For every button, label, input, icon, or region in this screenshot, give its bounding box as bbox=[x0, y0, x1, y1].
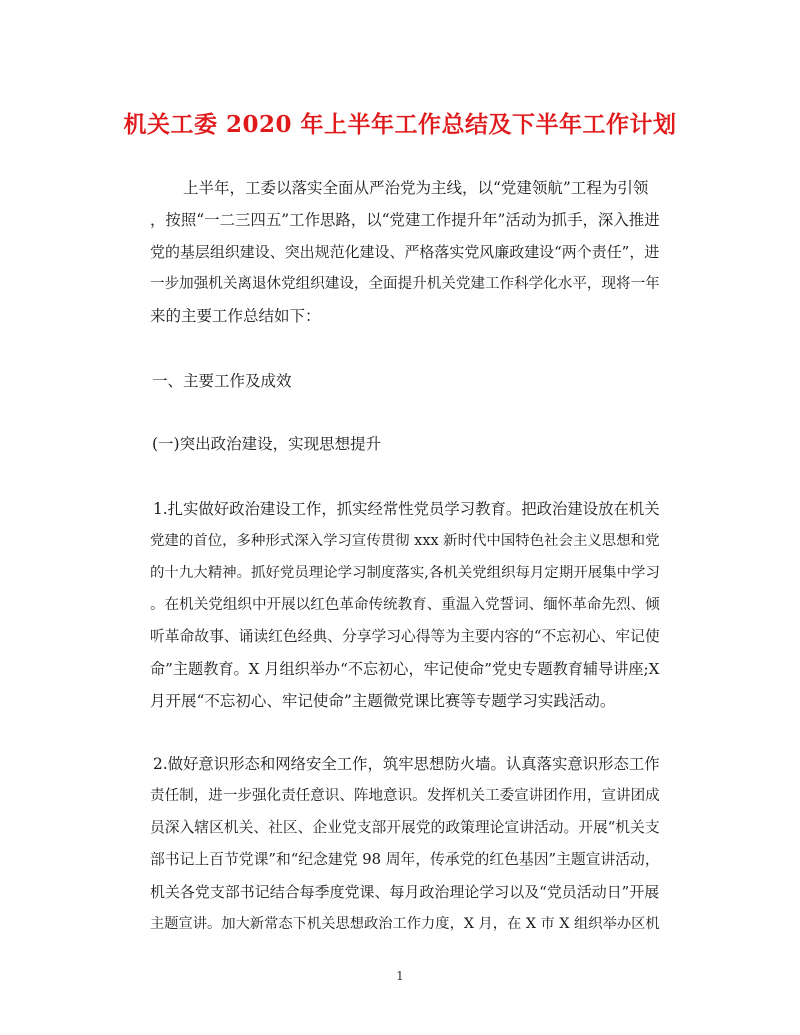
intro-line-2: ，按照“一二三四五”工作思路，以“党建工作提升年”活动为抓手，深入推进 bbox=[150, 211, 660, 229]
item2-line-6: 主题宣讲。加大新常态下机关思想政治工作力度，X 月，在 X 市 X 组织举办区机 bbox=[150, 916, 660, 932]
item2-line-4: 部书记上百节党课”和“纪念建党 98 周年，传承党的红色基因”主题宣讲活动， bbox=[150, 851, 660, 868]
item2-line-5: 机关各党支部书记结合每季度党课、每月政治理论学习以及“党员活动日”开展 bbox=[150, 883, 660, 901]
item1-line-6: 命”主题教育。X 月组织举办“不忘初心，牢记使命”党史专题教育辅导讲座;X bbox=[150, 660, 660, 678]
item2-line-1: 2.做好意识形态和网络安全工作，筑牢思想防火墙。认真落实意识形态工作 bbox=[153, 755, 660, 773]
item1-line-1: 1.扎实做好政治建设工作，抓实经常性党员学习教育。把政治建设放在机关 bbox=[153, 500, 660, 518]
document-title: 机关工委 2020 年上半年工作总结及下半年工作计划 bbox=[123, 111, 677, 138]
item2-line-2: 责任制，进一步强化责任意识、阵地意识。发挥机关工委宣讲团作用，宣讲团成 bbox=[150, 787, 660, 804]
item1-line-4: 。在机关党组织中开展以红色革命传统教育、重温入党誓词、缅怀革命先烈、倾 bbox=[150, 596, 660, 613]
section-heading: 一、主要工作及成效 bbox=[152, 372, 292, 390]
item1-line-3: 的十九大精神。抓好党员理论学习制度落实,各机关党组织每月定期开展集中学习 bbox=[150, 565, 660, 581]
item1-line-7: 月开展“不忘初心、牢记使命”主题微党课比赛等专题学习实践活动。 bbox=[150, 692, 616, 710]
item1-line-5: 听革命故事、诵读红色经典、分享学习心得等为主要内容的“不忘初心、牢记使 bbox=[150, 628, 660, 645]
intro-line-1: 上半年，工委以落实全面从严治党为主线，以“党建领航”工程为引领 bbox=[183, 179, 649, 197]
page-number: 1 bbox=[396, 969, 404, 983]
subsection-heading: (一)突出政治建设，实现思想提升 bbox=[152, 435, 382, 453]
intro-line-4: 一步加强机关离退休党组织建设，全面提升机关党建工作科学化水平，现将一年 bbox=[150, 275, 660, 292]
item1-line-2: 党建的首位，多种形式深入学习宣传贯彻 xxx 新时代中国特色社会主义思想和党 bbox=[150, 533, 660, 549]
item2-line-3: 员深入辖区机关、社区、企业党支部开展党的政策理论宣讲活动。开展“机关支 bbox=[150, 819, 660, 836]
intro-line-3: 党的基层组织建设、突出规范化建设、严格落实党风廉政建设“两个责任”，进 bbox=[150, 243, 660, 261]
intro-line-5: 来的主要工作总结如下： bbox=[150, 307, 321, 325]
